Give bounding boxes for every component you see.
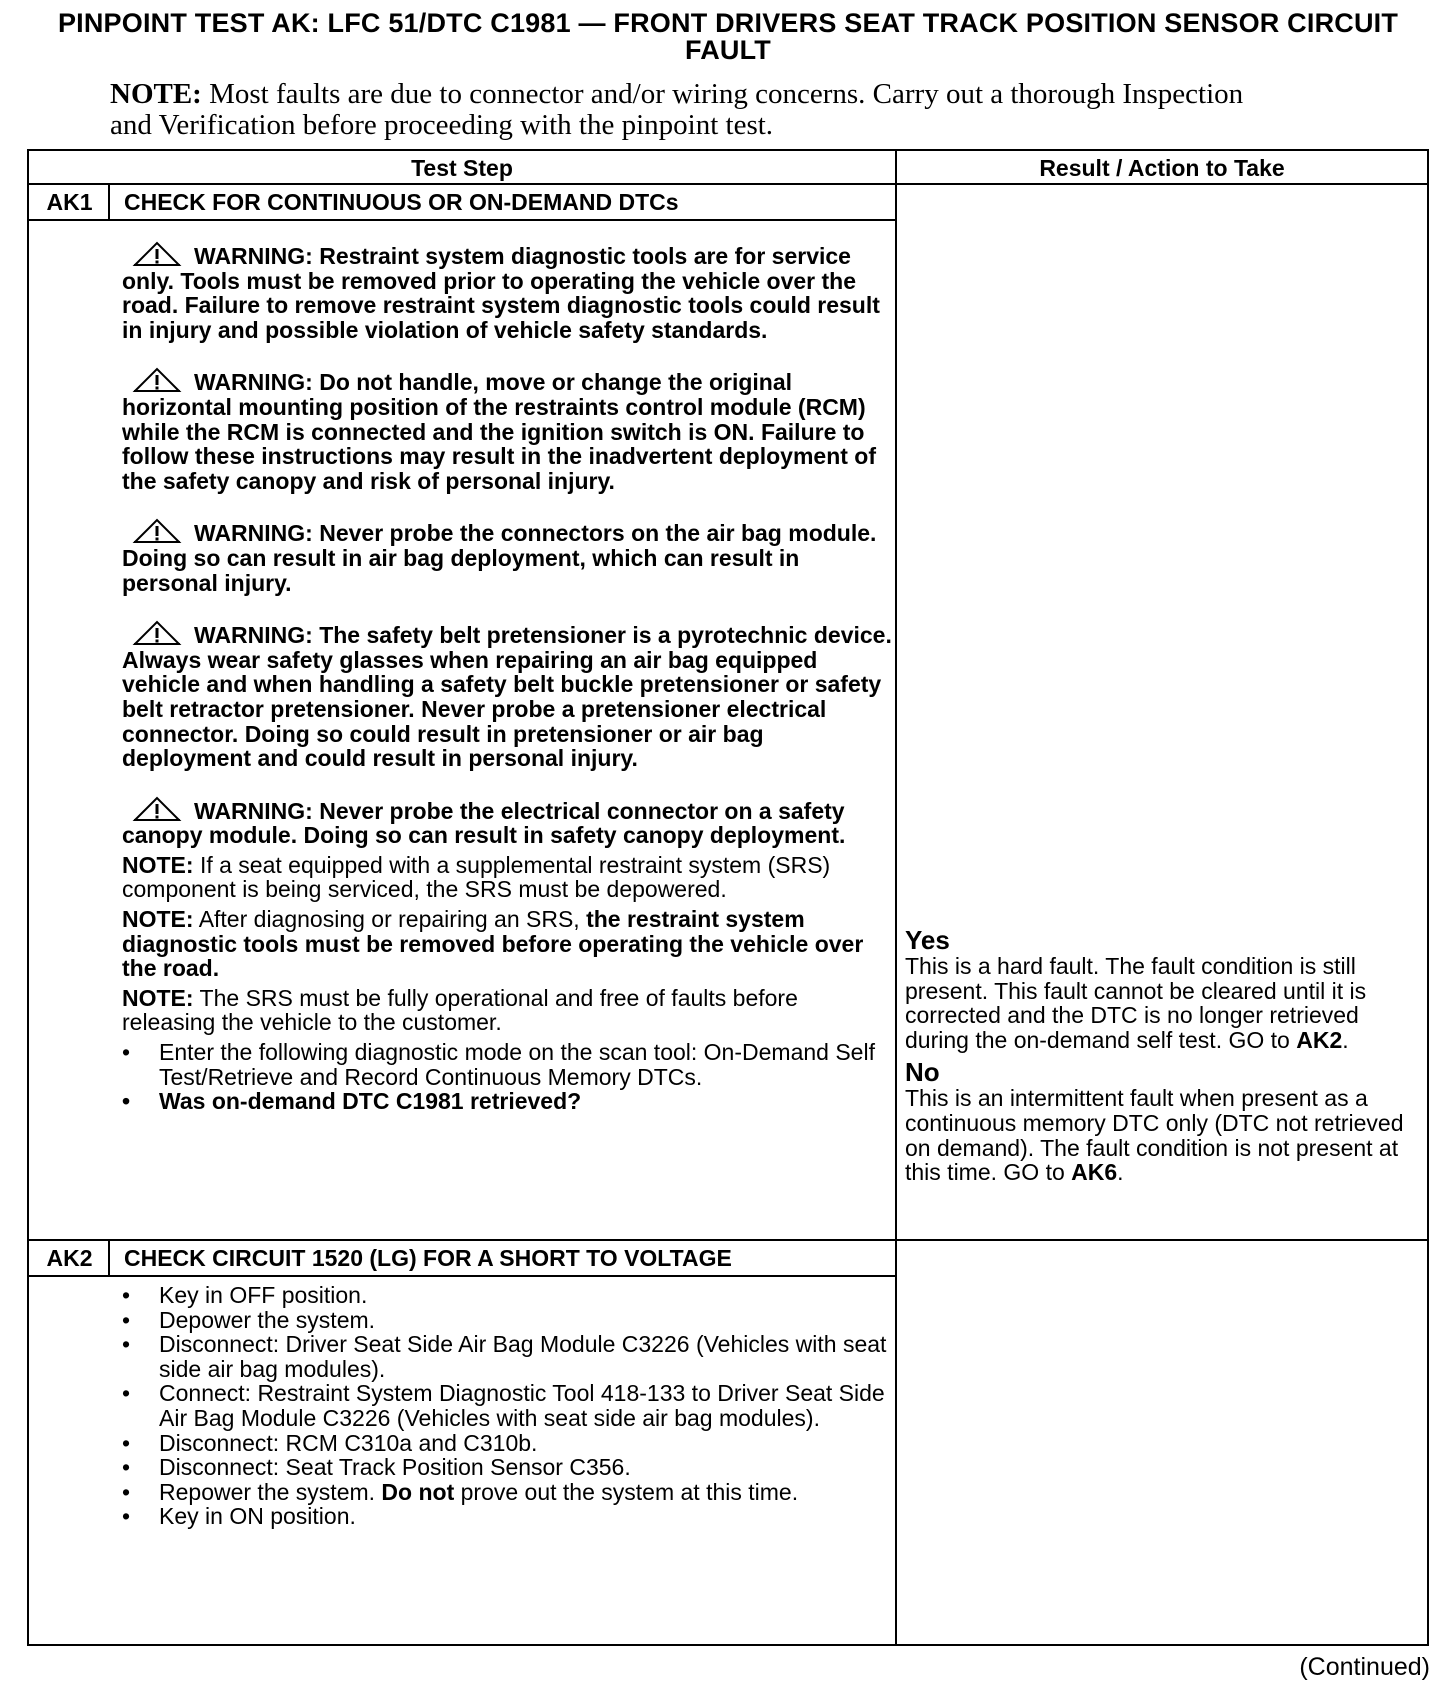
step-id-ak1: AK1 [46, 189, 93, 215]
goto-link[interactable]: AK6 [1071, 1159, 1118, 1186]
step-title-divider [27, 219, 897, 221]
note-block: NOTE: The SRS must be fully operational and free of faults before releasing the vehicle to the customer. [122, 984, 798, 1036]
result-label-no: No [905, 1057, 940, 1088]
result-text-no: This is an intermittent fault when present as a continuous memory DTC only (DTC not retrieved on demand). The fault condition is not present at this time. GO to AK6. [905, 1085, 1404, 1186]
list-item: • Disconnect: Seat Track Position Sensor C356. [122, 1455, 892, 1480]
step-bullets [122, 1283, 892, 1529]
list-item: • Key in OFF position. [122, 1283, 892, 1308]
step-body-ak1 [122, 241, 892, 1114]
warning-block: WARNING: Never probe the electrical connector on a safety canopy module. Doing so can result in safety canopy deployment. [122, 797, 846, 849]
warning-block: WARNING: Restraint system diagnostic tools are for service only. Tools must be removed prior to operating the vehicle over the road. Failure to remove restraint system diagnostic tools could result in injury and possible violation of vehicle safety standards. [122, 243, 880, 343]
step-id-ak2: AK2 [46, 1245, 93, 1271]
note-block: NOTE: After diagnosing or repairing an SRS, the restraint system diagnostic tools must be removed before operating the vehicle over the road. [122, 906, 864, 982]
step-title-divider [27, 1275, 897, 1277]
list-item: • Was on-demand DTC C1981 retrieved? [122, 1089, 892, 1114]
column-divider [895, 149, 897, 1646]
intro-note-label: NOTE: [110, 78, 202, 110]
note-block: NOTE: If a seat equipped with a supplemental restraint system (SRS) component is being serviced, the SRS must be depowered. [122, 851, 831, 903]
header-result: Result / Action to Take [1039, 155, 1285, 181]
list-item: • Enter the following diagnostic mode on the scan tool: On-Demand Self Test/Retrieve and Record Continuous Memory DTCs. [122, 1040, 892, 1089]
warning-block: WARNING: Never probe the connectors on the air bag module. Doing so can result in air bag deployment, which can result in personal injury. [122, 520, 877, 596]
list-item: • Connect: Restraint System Diagnostic Tool 418-133 to Driver Seat Side Air Bag Module C3226 (Vehicles with seat side air bag modules). [122, 1381, 892, 1430]
warning-triangle-icon [132, 241, 182, 267]
list-item: • Disconnect: Driver Seat Side Air Bag Module C3226 (Vehicles with seat side air bag modules). [122, 1332, 892, 1381]
result-text-yes: This is a hard fault. The fault condition is still present. This fault cannot be cleared until it is corrected and the DTC is no longer retrieved during the on-demand self test. GO to AK2. [905, 953, 1367, 1053]
list-item: • Disconnect: RCM C310a and C310b. [122, 1431, 892, 1456]
warning-block: WARNING: The safety belt pretensioner is a pyrotechnic device. Always wear safety glasses when repairing an air bag equipped vehicle and when handling a safety belt buckle pretensioner or safety belt retractor pretensioner. Never probe a pretensioner electrical connector. Doing so could result in pretensioner or air bag deployment and could result in personal injury. [122, 622, 892, 772]
step-body-ak2 [122, 1283, 892, 1529]
result-ak1 [905, 926, 1421, 1191]
warning-block: WARNING: Do not handle, move or change the original horizontal mounting position of the restraints control module (RCM) while the RCM is connected and the ignition switch is ON. Failure to follow these instructions may result in the inadvertent deployment of the safety canopy and risk of personal injury. [122, 369, 877, 494]
warning-triangle-icon [132, 367, 182, 393]
intro-note [110, 79, 1290, 141]
list-item: • Depower the system. [122, 1308, 892, 1333]
list-item: • Repower the system. Do not prove out the system at this time. [122, 1480, 892, 1505]
continued-label: (Continued) [1299, 1653, 1430, 1681]
step-title-ak2: CHECK CIRCUIT 1520 (LG) FOR A SHORT TO VOLTAGE [124, 1245, 732, 1271]
goto-link[interactable]: AK2 [1296, 1026, 1343, 1053]
warning-triangle-icon [132, 518, 182, 544]
warning-triangle-icon [132, 796, 182, 822]
intro-note-text: Most faults are due to connector and/or wiring concerns. Carry out a thorough Inspection and Verification before proceeding with the pinpoint test. [110, 78, 1244, 141]
result-label-yes: Yes [905, 925, 950, 955]
warning-triangle-icon [132, 620, 182, 646]
step-title-ak1: CHECK FOR CONTINUOUS OR ON-DEMAND DTCs [124, 189, 679, 215]
page-title: PINPOINT TEST AK: LFC 51/DTC C1981 — FRONT DRIVERS SEAT TRACK POSITION SENSOR CIRCUIT FAULT [57, 8, 1399, 65]
step-bullets [122, 1040, 892, 1114]
header-test-step: Test Step [411, 155, 513, 181]
list-item: • Key in ON position. [122, 1504, 892, 1529]
